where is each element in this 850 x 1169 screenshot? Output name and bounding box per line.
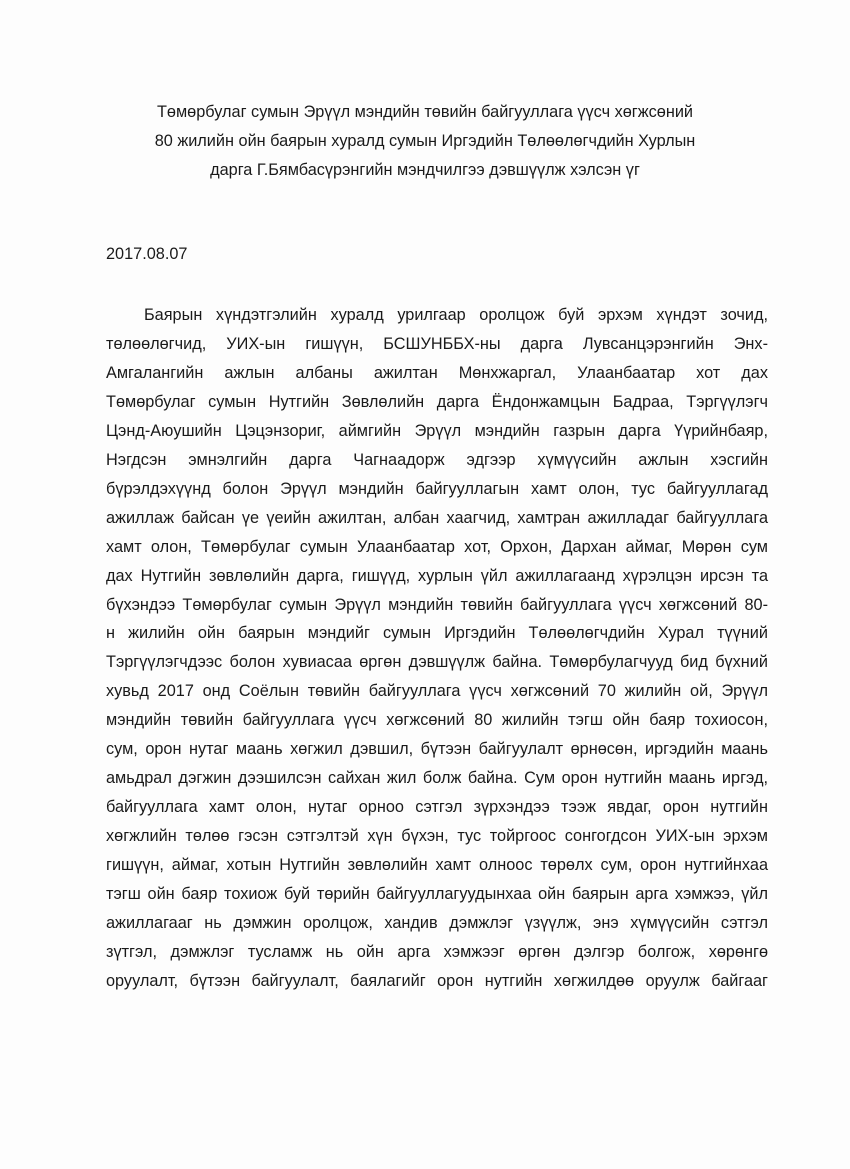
body-line: тэгш ойн баяр тохиож буй төрийн байгууллагуудынхаа ойн баярын арга хэмжээ, үйл [106,885,768,904]
body-line: Цэнд-Аюушийн Цэцэнзориг, аймгийн Эрүүл мэндийн газрын дарга Үүрийнбаяр, [106,421,768,440]
body-line: хамт олон, Төмөрбулаг сумын Улаанбаатар хот, Орхон, Дархан аймаг, Мөрөн сум [106,537,768,556]
body-line: ажиллагааг нь дэмжин оролцож, хандив дэмжлэг үзүүлж, энэ хүмүүсийн сэтгэл [106,914,768,933]
body-line: ажиллаж байсан үе үеийн ажилтан, албан хаагчид, хамтран ажилладаг байгууллага [106,508,768,527]
title-line: дарга Г.Бямбасүрэнгийн мэндчилгээ дэвшүүлж хэлсэн үг [210,161,640,179]
body-line: бүрэлдэхүүнд болон Эрүүл мэндийн байгууллагын хамт олон, тус байгууллагад [106,479,768,498]
body-line: хувьд 2017 онд Соёлын төвийн байгууллага үүсч хөгжсөний 70 жилийн ой, Эрүүл [106,682,768,701]
body-line: оруулалт, бүтээн байгуулалт, баялагийг орон нутгийн хөгжилдөө оруулж байгааг [106,971,768,990]
title-line: Төмөрбулаг сумын Эрүүл мэндийн төвийн байгууллага үүсч хөгжсөний [156,103,694,121]
body-line: дах Нутгийн зөвлөлийн дарга, гишүүд, хурлын үйл ажиллагаанд хүрэлцэн ирсэн та [106,566,768,585]
speech-body [106,301,768,996]
body-line: Нэгдсэн эмнэлгийн дарга Чагнаадорж эдгээр хүмүүсийн ажлын хэсгийн [106,450,768,469]
body-line: мэндийн төвийн байгууллага үүсч хөгжсөний 80 жилийн тэгш ойн баяр тохиосон, [106,711,768,730]
body-line: сум, орон нутаг маань хөгжил дэвшил, бүтээн байгуулалт өрнөсөн, иргэдийн маань [106,740,768,759]
body-line: хөгжлийн төлөө гэсэн сэтгэлтэй хүн бүхэн, тус тойргоос сонгогдсон УИХ-ын эрхэм [106,827,768,846]
body-line: Тэргүүлэгчдээс болон хувиасаа өргөн дэвшүүлж байна. Төмөрбулагчууд бид бүхний [106,653,768,672]
body-line: байгууллага хамт олон, нутаг орноо сэтгэл зүрхэндээ тээж явдаг, орон нутгийн [106,798,768,817]
body-line: амьдрал дэгжин дээшилсэн сайхан жил болж байна. Сум орон нутгийн маань иргэд, [106,769,768,788]
body-line: бүхэндээ Төмөрбулаг сумын Эрүүл мэндийн төвийн байгууллага үүсч хөгжсөний 80- [106,595,768,614]
title-line: 80 жилийн ойн баярын хуралд сумын Иргэдийн Төлөөлөгчдийн Хурлын [154,132,696,150]
body-line: Амгалангийн ажлын албаны ажилтан Мөнхжаргал, Улаанбаатар хот дах [106,363,768,382]
body-line: төлөөлөгчид, УИХ-ын гишүүн, БСШУНББХ-ны дарга Лувсанцэрэнгийн Энх- [106,334,768,353]
body-line: зүтгэл, дэмжлэг тусламж нь ойн арга хэмжээг өргөн дэлгэр болгож, хөрөнгө [106,942,768,961]
body-line: Баярын хүндэтгэлийн хуралд урилгаар оролцож буй эрхэм хүндэт зочид, [144,306,768,324]
body-line: гишүүн, аймаг, хотын Нутгийн зөвлөлийн хамт олноос төрөлх сум, орон нутгийнхаа [106,856,768,875]
document-date: 2017.08.07 [106,245,188,263]
body-line: Төмөрбулаг сумын Нутгийн Зөвлөлийн дарга Ёндонжамцын Бадраа, Тэргүүлэгч [106,392,768,411]
document-title [100,98,750,185]
body-line: н жилийн ойн баярын мэндийг сумын Иргэдийн Төлөөлөгчдийн Хурал түүний [106,624,768,643]
